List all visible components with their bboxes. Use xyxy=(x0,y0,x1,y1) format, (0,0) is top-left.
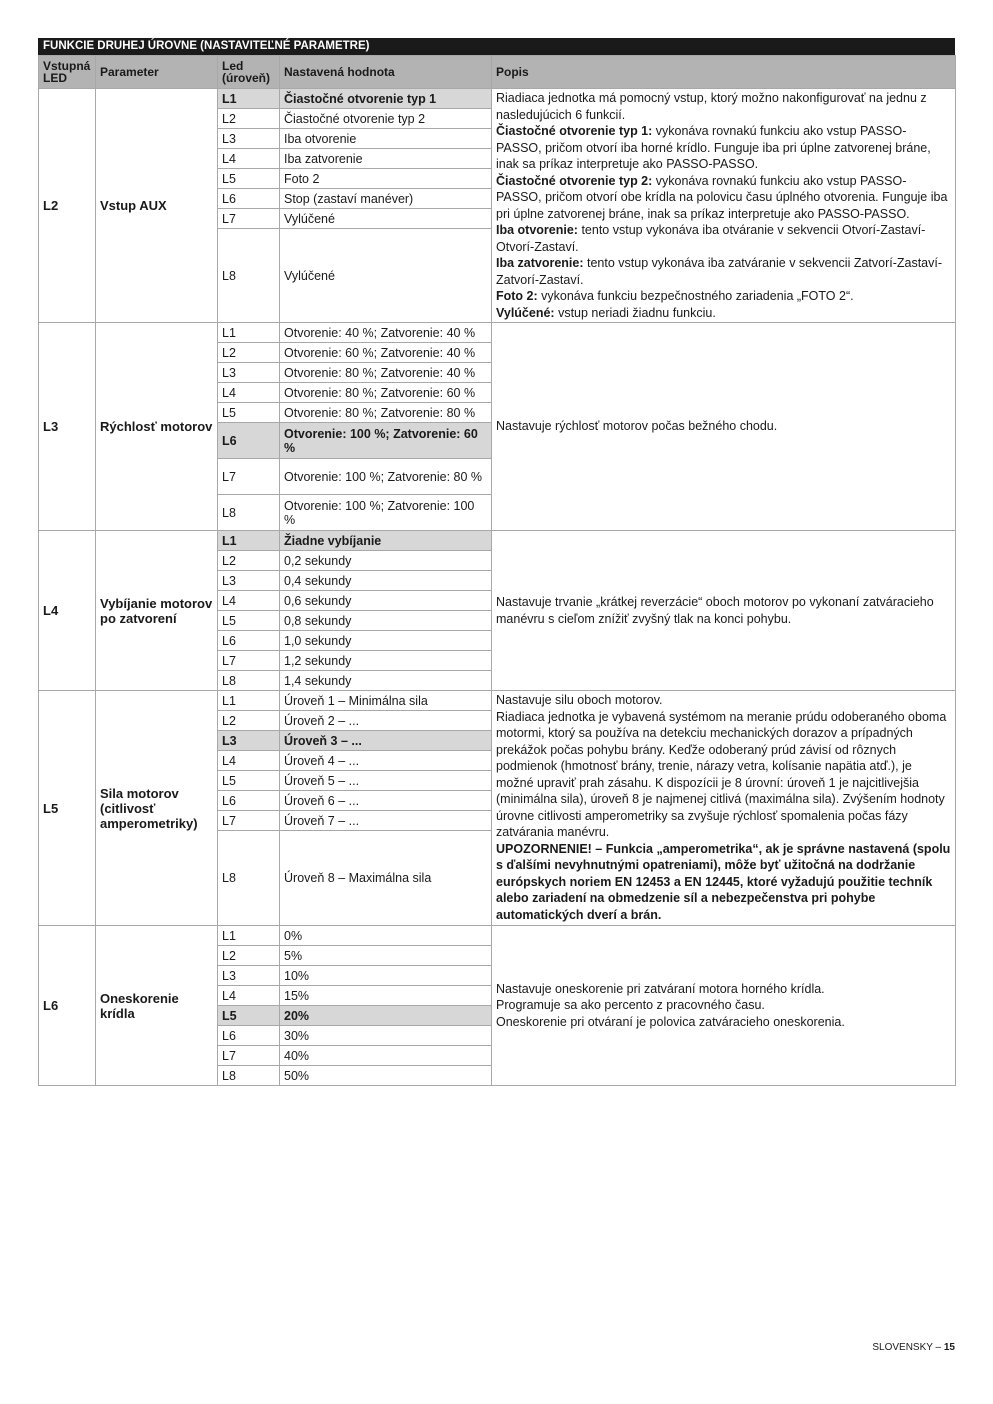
description-paragraph xyxy=(496,222,951,255)
table-row xyxy=(39,926,956,946)
level-cell: L7 xyxy=(218,459,280,495)
level-cell: L1 xyxy=(218,926,280,946)
level-cell: L1 xyxy=(218,89,280,109)
value-cell: Otvorenie: 80 %; Zatvorenie: 40 % xyxy=(280,363,492,383)
header-led: Vstupná LED xyxy=(39,56,96,89)
value-cell: 0,4 sekundy xyxy=(280,571,492,591)
input-led-cell: L3 xyxy=(39,323,96,531)
description-cell xyxy=(492,926,956,1086)
description-term: Vylúčené: xyxy=(496,305,555,320)
level-cell: L4 xyxy=(218,149,280,169)
level-cell: L6 xyxy=(218,423,280,459)
level-cell: L2 xyxy=(218,551,280,571)
description-text: tento vstup vykonáva iba zatváranie v sekvencii Zatvorí-Zastaví-Zatvorí-Zastaví. xyxy=(496,256,943,287)
value-cell: Úroveň 2 – ... xyxy=(280,711,492,731)
description-cell xyxy=(492,323,956,531)
description-paragraph xyxy=(496,709,951,841)
input-led-cell: L4 xyxy=(39,531,96,691)
value-cell: Otvorenie: 100 %; Zatvorenie: 100 % xyxy=(280,495,492,531)
document-page xyxy=(38,38,955,1086)
value-cell: 40% xyxy=(280,1046,492,1066)
table-row xyxy=(39,323,956,343)
header-description: Popis xyxy=(492,56,956,89)
value-cell: 1,0 sekundy xyxy=(280,631,492,651)
value-cell: Otvorenie: 40 %; Zatvorenie: 40 % xyxy=(280,323,492,343)
description-text: tento vstup vykonáva iba otváranie v sekvencii Otvorí-Zastaví-Otvorí-Zastaví. xyxy=(496,223,926,254)
description-paragraph xyxy=(496,841,951,924)
description-paragraph xyxy=(496,173,951,223)
description-paragraph xyxy=(496,692,951,709)
parameters-table xyxy=(38,55,956,1086)
level-cell: L5 xyxy=(218,611,280,631)
footer-language: SLOVENSKY – xyxy=(872,1342,944,1353)
description-text: Riadiaca jednotka je vybavená systémom na meranie prúdu odoberaného oboma motormi, ktorý sa používa na detekciu mechanických dorazov a prípadných prekážok počas pohybu brány. Keďže odoberaný prúd závisí od rôznych podmienok (hmotnosť brány, trenie, nárazy vetra, kolísanie napätia atď.), je možné upraviť prah zásahu. K dispozícii je 8 úrovní: úroveň 1 je najcitlivejšia (minimálna sila), úroveň 8 je najmenej citlivá (maximálna sila). Zvýšením hodnoty úrovne citlivosti amperometriky sa zvyšuje rýchlosť spomalenia počas fázy zatvárania manévru. xyxy=(496,709,947,839)
level-cell: L8 xyxy=(218,831,280,926)
table-row xyxy=(39,691,956,711)
value-cell: Otvorenie: 100 %; Zatvorenie: 80 % xyxy=(280,459,492,495)
level-cell: L5 xyxy=(218,169,280,189)
parameter-name-cell: Oneskorenie krídla xyxy=(96,926,218,1086)
header-parameter: Parameter xyxy=(96,56,218,89)
value-cell: Stop (zastaví manéver) xyxy=(280,189,492,209)
description-cell xyxy=(492,531,956,691)
value-cell: 1,4 sekundy xyxy=(280,671,492,691)
description-text: Nastavuje trvanie „krátkej reverzácie“ oboch motorov po vykonaní zatváracieho manévru s cieľom znížiť zvyšný tlak na konci pohybu. xyxy=(496,595,934,626)
level-cell: L8 xyxy=(218,671,280,691)
header-level: Led (úroveň) xyxy=(218,56,280,89)
level-cell: L7 xyxy=(218,811,280,831)
description-term: Iba otvorenie: xyxy=(496,223,578,237)
value-cell: Úroveň 6 – ... xyxy=(280,791,492,811)
level-cell: L8 xyxy=(218,1066,280,1086)
level-cell: L2 xyxy=(218,343,280,363)
level-cell: L7 xyxy=(218,1046,280,1066)
value-cell: 15% xyxy=(280,986,492,1006)
value-cell: Čiastočné otvorenie typ 2 xyxy=(280,109,492,129)
level-cell: L4 xyxy=(218,751,280,771)
description-term: Čiastočné otvorenie typ 2: xyxy=(496,173,653,188)
description-paragraph xyxy=(496,594,951,627)
page-number: 15 xyxy=(943,1342,955,1353)
value-cell: 0,6 sekundy xyxy=(280,591,492,611)
parameter-name-cell: Vstup AUX xyxy=(96,89,218,323)
level-cell: L6 xyxy=(218,189,280,209)
level-cell: L1 xyxy=(218,323,280,343)
level-cell: L7 xyxy=(218,651,280,671)
description-cell xyxy=(492,89,956,323)
description-paragraph xyxy=(496,90,951,123)
description-text: Programuje sa ako percento z pracovného času. xyxy=(496,998,765,1013)
description-paragraph xyxy=(496,305,951,322)
value-cell: 1,2 sekundy xyxy=(280,651,492,671)
description-text: Riadiaca jednotka má pomocný vstup, ktorý možno nakonfigurovať na jednu z nasledujúcich 6 funkcií. xyxy=(496,91,927,122)
level-cell: L4 xyxy=(218,383,280,403)
level-cell: L5 xyxy=(218,403,280,423)
parameter-name-cell: Vybíjanie motorov po zatvorení xyxy=(96,531,218,691)
level-cell: L8 xyxy=(218,229,280,323)
description-term: UPOZORNENIE! – Funkcia „amperometrika“, ak je správne nastavená (spolu s ďalšími nevyhnutnými opatreniami), môže byť užitočná na dodržanie európskych noriem EN 12453 a EN 12445, ktoré vyžadujú použitie techník alebo zariadení na obmedzenie síl a nebezpečenstva pri pohybe automatických dverí a brán. xyxy=(496,841,951,922)
description-term: Čiastočné otvorenie typ 1: xyxy=(496,124,653,138)
value-cell: 0,8 sekundy xyxy=(280,611,492,631)
value-cell: Úroveň 7 – ... xyxy=(280,811,492,831)
description-paragraph xyxy=(496,288,951,305)
description-text: Nastavuje oneskorenie pri zatváraní motora horného krídla. xyxy=(496,981,825,996)
description-text: vykonáva rovnakú funkciu ako vstup PASSO-PASSO, pričom otvorí iba horné krídlo. Funguje iba pri úplne zatvorenej bráne, inak sa príkaz interpretuje ako PASSO-PASSO. xyxy=(496,124,931,171)
value-cell: Otvorenie: 100 %; Zatvorenie: 60 % xyxy=(280,423,492,459)
description-paragraph xyxy=(496,123,951,173)
level-cell: L1 xyxy=(218,691,280,711)
level-cell: L2 xyxy=(218,946,280,966)
value-cell: Iba otvorenie xyxy=(280,129,492,149)
description-term: Iba zatvorenie: xyxy=(496,256,584,270)
description-text: Nastavuje silu oboch motorov. xyxy=(496,693,663,707)
value-cell: 5% xyxy=(280,946,492,966)
description-paragraph xyxy=(496,418,951,435)
value-cell: Vylúčené xyxy=(280,229,492,323)
description-paragraph xyxy=(496,981,951,998)
value-cell: Foto 2 xyxy=(280,169,492,189)
table-row xyxy=(39,89,956,109)
level-cell: L2 xyxy=(218,711,280,731)
description-text: vstup neriadi žiadnu funkciu. xyxy=(554,305,716,320)
description-text: Nastavuje rýchlosť motorov počas bežného chodu. xyxy=(496,419,778,434)
description-cell xyxy=(492,691,956,926)
value-cell: Úroveň 8 – Maximálna sila xyxy=(280,831,492,926)
description-paragraph xyxy=(496,255,951,288)
level-cell: L2 xyxy=(218,109,280,129)
header-value: Nastavená hodnota xyxy=(280,56,492,89)
level-cell: L7 xyxy=(218,209,280,229)
level-cell: L5 xyxy=(218,771,280,791)
value-cell: 30% xyxy=(280,1026,492,1046)
value-cell: Iba zatvorenie xyxy=(280,149,492,169)
level-cell: L3 xyxy=(218,129,280,149)
value-cell: Žiadne vybíjanie xyxy=(280,531,492,551)
value-cell: Otvorenie: 80 %; Zatvorenie: 60 % xyxy=(280,383,492,403)
level-cell: L6 xyxy=(218,631,280,651)
parameter-name-cell: Rýchlosť motorov xyxy=(96,323,218,531)
value-cell: 10% xyxy=(280,966,492,986)
value-cell: Úroveň 5 – ... xyxy=(280,771,492,791)
value-cell: Úroveň 3 – ... xyxy=(280,731,492,751)
description-text: vykonáva rovnakú funkciu ako vstup PASSO-PASSO, pričom otvorí obe krídla na polovicu času úplného otvorenia. Funguje iba pri úplne zatvorenej bráne, inak sa príkaz interpretuje ako PASSO-PASSO. xyxy=(496,173,948,221)
value-cell: 0,2 sekundy xyxy=(280,551,492,571)
level-cell: L3 xyxy=(218,731,280,751)
value-cell: 50% xyxy=(280,1066,492,1086)
level-cell: L4 xyxy=(218,591,280,611)
description-paragraph xyxy=(496,1014,951,1031)
input-led-cell: L2 xyxy=(39,89,96,323)
level-cell: L3 xyxy=(218,363,280,383)
value-cell: Čiastočné otvorenie typ 1 xyxy=(280,89,492,109)
value-cell: Otvorenie: 80 %; Zatvorenie: 80 % xyxy=(280,403,492,423)
parameter-name-cell: Sila motorov (citlivosť amperometriky) xyxy=(96,691,218,926)
value-cell: Vylúčené xyxy=(280,209,492,229)
value-cell: Úroveň 1 – Minimálna sila xyxy=(280,691,492,711)
description-text: Oneskorenie pri otváraní je polovica zatváracieho oneskorenia. xyxy=(496,1014,845,1029)
description-term: Foto 2: xyxy=(496,289,538,303)
level-cell: L8 xyxy=(218,495,280,531)
level-cell: L6 xyxy=(218,791,280,811)
level-cell: L3 xyxy=(218,966,280,986)
description-text: vykonáva funkciu bezpečnostného zariadenia „FOTO 2“. xyxy=(537,289,854,303)
table-title: FUNKCIE DRUHEJ ÚROVNE (NASTAVITEĽNÉ PARAMETRE) xyxy=(38,38,955,55)
level-cell: L3 xyxy=(218,571,280,591)
value-cell: Otvorenie: 60 %; Zatvorenie: 40 % xyxy=(280,343,492,363)
value-cell: 20% xyxy=(280,1006,492,1026)
level-cell: L4 xyxy=(218,986,280,1006)
level-cell: L1 xyxy=(218,531,280,551)
input-led-cell: L5 xyxy=(39,691,96,926)
level-cell: L6 xyxy=(218,1026,280,1046)
description-paragraph xyxy=(496,997,951,1014)
header-row xyxy=(39,56,956,89)
table-row xyxy=(39,531,956,551)
value-cell: Úroveň 4 – ... xyxy=(280,751,492,771)
value-cell: 0% xyxy=(280,926,492,946)
level-cell: L5 xyxy=(218,1006,280,1026)
page-footer xyxy=(872,1342,955,1353)
input-led-cell: L6 xyxy=(39,926,96,1086)
